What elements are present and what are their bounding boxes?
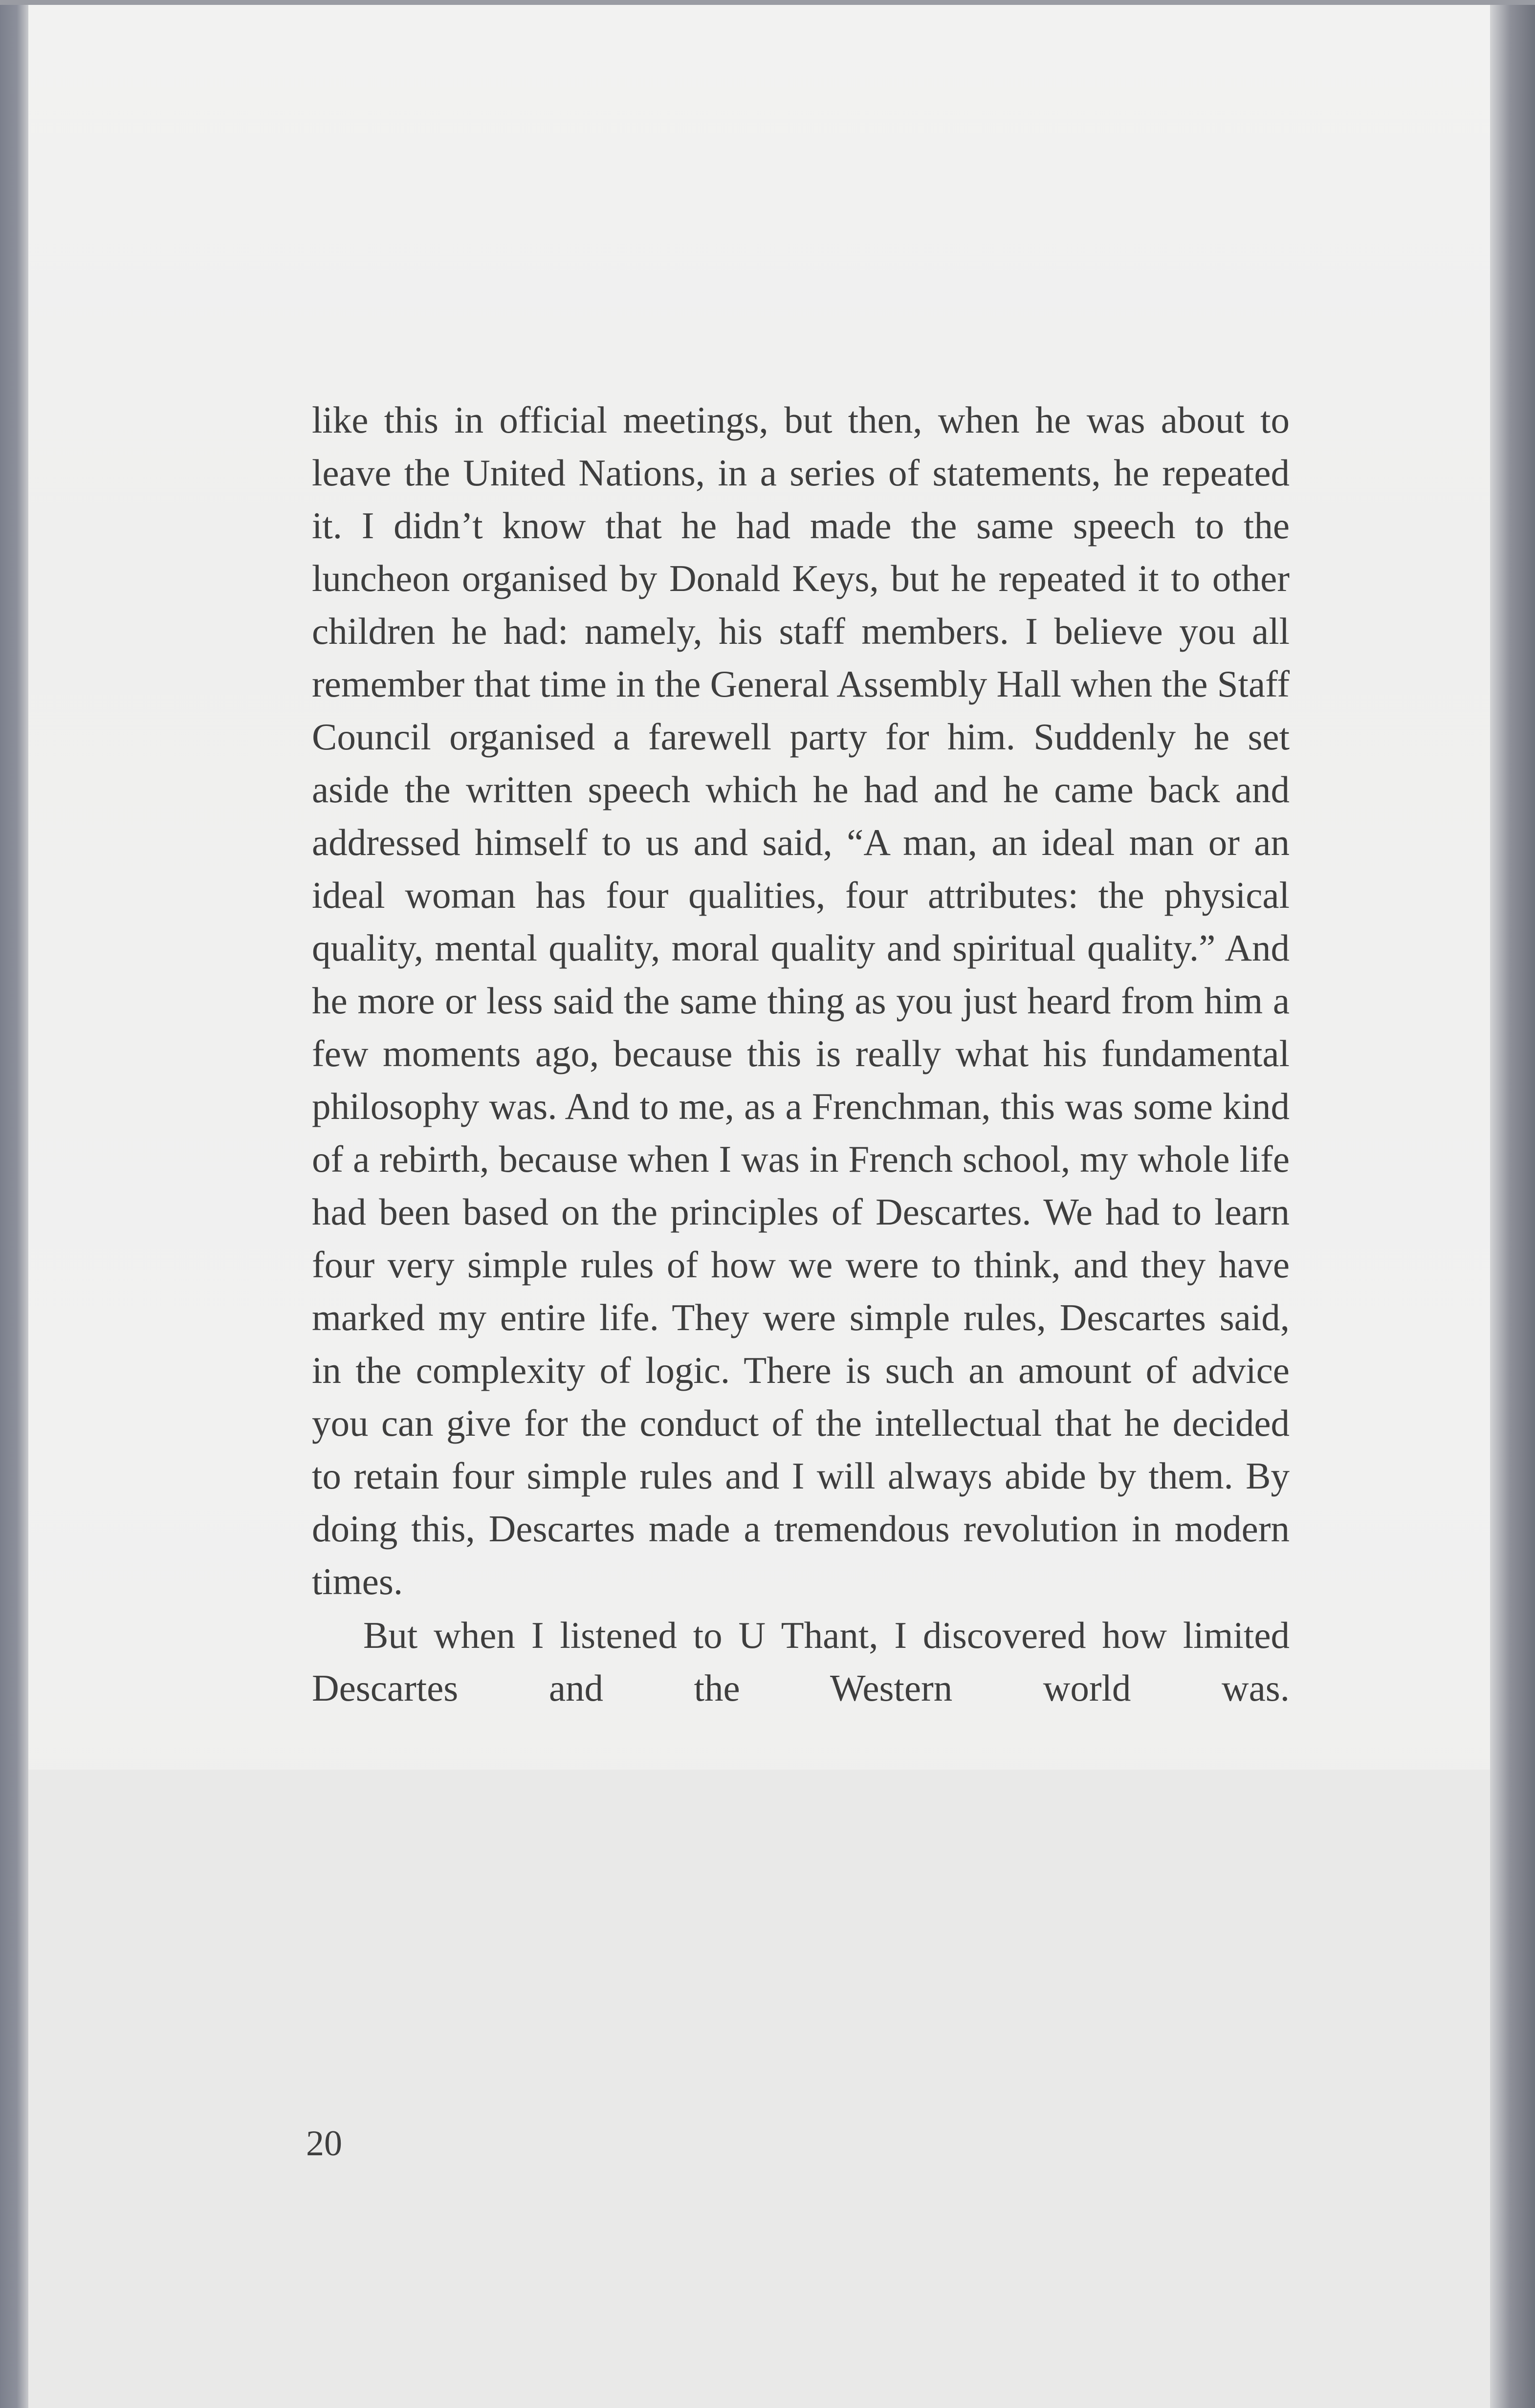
body-text	[312, 394, 1290, 1714]
scan-right-edge	[1490, 0, 1535, 2408]
paragraph-1: like this in official meetings, but then, when he was about to leave the United Nations, in a series of statements, he repeated it. I didn’t know that he had made the same speech to the luncheon organised by Donald Keys, but he repeated it to other children he had: namely, his staff members. I believe you all remember that time in the General Assembly Hall when the Staff Council organised a farewell party for him. Suddenly he set aside the written speech which he had and he came back and addressed himself to us and said, “A man, an ideal man or an ideal woman has four qualities, four attributes: the physical quality, mental quality, moral quality and spiritual quality.” And he more or less said the same thing as you just heard from him a few moments ago, because this is really what his fundamental philosophy was. And to me, as a Frenchman, this was some kind of a rebirth, because when I was in French school, my whole life had been based on the principles of Descartes. We had to learn four very simple rules of how we were to think, and they have marked my entire life. They were simple rules, Descartes said, in the complexity of logic. There is such an amount of advice you can give for the conduct of the intellectual that he decided to retain four simple rules and I will always abide by them. By doing this, Descartes made a tremendous revolution in modern times.	[312, 399, 1290, 1602]
scan-top-edge	[0, 0, 1535, 5]
paragraph-2: But when I listened to U Thant, I discovered how limited Descartes and the Western world was.	[312, 1614, 1290, 1709]
scan-left-edge	[0, 0, 28, 2408]
page-lower-shade	[28, 1770, 1490, 2408]
page-number: 20	[306, 2123, 342, 2164]
